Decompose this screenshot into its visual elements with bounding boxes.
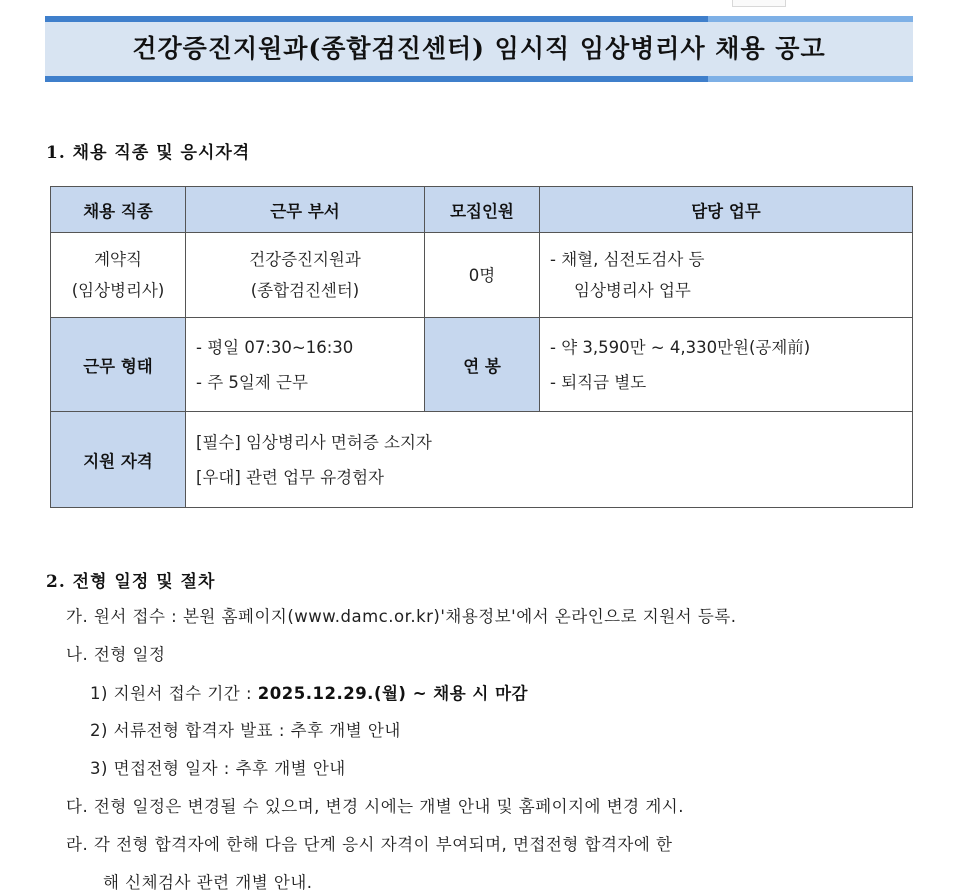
header-job-type: 채용 직종 (51, 187, 186, 233)
salary-label: 연 봉 (425, 318, 540, 412)
schedule-step2: 2) 서류전형 합격자 발표 : 추후 개별 안내 (90, 721, 401, 740)
table-row (51, 318, 913, 412)
duty-line1: - 채혈, 심전도검사 등 (550, 250, 705, 269)
section2-heading: 2. 전형 일정 및 절차 (46, 572, 216, 592)
salary-cell (540, 318, 913, 412)
duty-cell (540, 233, 913, 318)
application-period: 2025.12.29.(월) ~ 채용 시 마감 (257, 684, 528, 703)
schedule-step1 (90, 680, 528, 704)
table-row (51, 412, 913, 508)
header-duty: 담당 업무 (540, 187, 913, 233)
banner-bottom-bar (45, 76, 913, 82)
salary-range: - 약 3,590만 ~ 4,330만원(공제前) (550, 337, 811, 357)
work-hours: - 평일 07:30~16:30 (196, 337, 354, 357)
department-line1: 건강증진지원과 (249, 250, 361, 269)
department-cell (186, 233, 425, 318)
department-line2: (종합검진센터) (250, 281, 360, 300)
section1-heading: 1. 채용 직종 및 응시자격 (46, 143, 251, 163)
schedule-change-note: 다. 전형 일정은 변경될 수 있으며, 변경 시에는 개별 안내 및 홈페이지에 변경 게시. (66, 797, 684, 816)
severance-pay: - 퇴직금 별도 (550, 372, 647, 392)
schedule-heading: 나. 전형 일정 (66, 645, 166, 664)
page-title: 건강증진지원과(종합검진센터) 임시직 임상병리사 채용 공고 (132, 34, 826, 63)
schedule-step3: 3) 면접전형 일자 : 추후 개별 안내 (90, 759, 346, 778)
duty-line2: 임상병리사 업무 (574, 281, 691, 300)
headcount-cell: 0명 (425, 233, 540, 318)
header-headcount: 모집인원 (425, 187, 540, 233)
qualification-preferred: [우대] 관련 업무 유경험자 (196, 467, 384, 487)
application-method: 가. 원서 접수 : 본원 홈페이지(www.damc.or.kr)'채용정보'에서 온라인으로 지원서 등록. (66, 607, 737, 626)
work-days: - 주 5일제 근무 (196, 372, 308, 392)
job-type-line2: (임상병리사) (71, 281, 165, 300)
work-type-label: 근무 형태 (51, 318, 186, 412)
qualification-required: [필수] 임상병리사 면허증 소지자 (196, 432, 432, 452)
recruitment-table (50, 186, 913, 508)
header-department: 근무 부서 (186, 187, 425, 233)
table-header-row (51, 187, 913, 233)
work-type-cell (186, 318, 425, 412)
window-corner-tab (732, 0, 786, 7)
eligibility-note-line1: 라. 각 전형 합격자에 한해 다음 단계 응시 자격이 부여되며, 면접전형 합격자에 한 (66, 835, 673, 854)
job-type-cell (51, 233, 186, 318)
schedule-step1-label: 1) 지원서 접수 기간 : (90, 684, 258, 703)
eligibility-note-line2: 해 신체검사 관련 개별 안내. (103, 873, 313, 892)
qualification-cell (186, 412, 913, 508)
table-row (51, 233, 913, 318)
job-type-line1: 계약직 (94, 250, 142, 269)
qualification-label: 지원 자격 (51, 412, 186, 508)
title-banner (45, 16, 913, 82)
